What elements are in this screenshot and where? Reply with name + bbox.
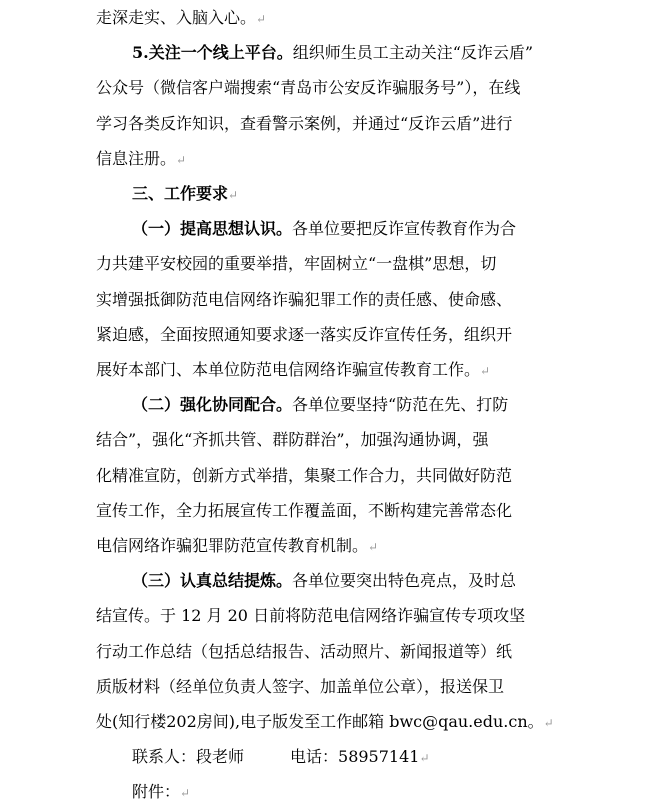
contact-phone: 电话：58957141 — [290, 747, 420, 767]
req3-line4 — [0, 669, 655, 705]
text-line: 电信网络诈骗犯罪防范宣传教育机制。 — [96, 536, 369, 555]
text-line: 组织师生员工主动关注“反诈云盾” — [292, 43, 534, 63]
req1-line1 — [0, 211, 655, 247]
section3-heading — [0, 176, 655, 212]
paragraph-intro-end — [0, 0, 655, 36]
item5-line1 — [0, 35, 655, 71]
item5-line4 — [0, 141, 655, 177]
req2-heading: （二）强化协同配合。 — [132, 395, 293, 415]
req1-line5 — [0, 352, 655, 388]
req3-line3 — [0, 634, 655, 670]
paragraph-mark: ↵ — [176, 152, 187, 167]
text-line: 化精准宣防，创新方式举措，集聚工作合力，共同做好防范 — [96, 465, 513, 485]
req3-line2 — [0, 598, 655, 634]
req2-line4 — [0, 493, 655, 529]
req2-line1 — [0, 387, 655, 423]
item5-line3 — [0, 106, 655, 142]
paragraph-mark: ↵ — [256, 12, 267, 26]
text-line: 宣传工作，全力拓展宣传工作覆盖面，不断构建完善常态化 — [96, 500, 513, 520]
req3-line5 — [0, 704, 655, 740]
req1-line3 — [0, 282, 655, 318]
req2-line5 — [0, 528, 655, 564]
text-line: 公众号（微信客户端搜索“青岛市公安反诈骗服务号”），在线 — [96, 78, 521, 98]
text-line: 走深走实、入脑入心。 — [96, 8, 257, 27]
text-line: 紧迫感，全面按照通知要求逐一落实反诈宣传任务，组织开 — [96, 324, 513, 344]
text-line: 各单位要突出特色亮点，及时总 — [292, 571, 517, 591]
text-line: 信息注册。 — [96, 148, 177, 168]
paragraph-mark: ↵ — [228, 188, 239, 202]
text-line: 实增强抵御防范电信网络诈骗犯罪工作的责任感、使命感、 — [96, 289, 513, 309]
section-title: 三、工作要求 — [132, 184, 229, 203]
text-line: 结宣传。于 12 月 20 日前将防范电信网络诈骗宣传专项攻坚 — [96, 606, 526, 626]
item5-line2 — [0, 70, 655, 106]
attachment-label: 附件： — [132, 782, 181, 802]
text-line: 处(知行楼202房间),电子版发至工作邮箱 bwc@qau.edu.cn。 — [96, 712, 544, 731]
text-line: 展好本部门、本单位防范电信网络诈骗宣传教育工作。 — [96, 360, 481, 379]
text-line: 行动工作总结（包括总结报告、活动照片、新闻报道等）纸 — [96, 641, 513, 661]
item5-heading: 5.关注一个线上平台。 — [132, 43, 293, 63]
req1-line4 — [0, 317, 655, 353]
contact-line — [0, 739, 655, 775]
attachment-line — [0, 774, 655, 810]
req2-line3 — [0, 458, 655, 494]
paragraph-mark: ↵ — [543, 716, 554, 730]
text-line: 学习各类反诈知识，查看警示案例，并通过“反诈云盾”进行 — [96, 113, 513, 133]
req3-heading: （三）认真总结提炼。 — [132, 571, 293, 591]
paragraph-mark: ↵ — [368, 540, 379, 554]
paragraph-mark: ↵ — [180, 786, 191, 801]
text-line: 结合”，强化“齐抓共管、群防群治”，加强沟通协调，强 — [96, 430, 489, 450]
req2-line2 — [0, 422, 655, 458]
contact-person: 联系人：段老师 — [132, 747, 245, 767]
text-line: 各单位要把反诈宣传教育作为合 — [292, 219, 517, 239]
paragraph-mark: ↵ — [480, 364, 491, 378]
text-line: 各单位要坚持“防范在先、打防 — [292, 395, 509, 415]
req3-line1 — [0, 563, 655, 599]
req1-line2 — [0, 246, 655, 282]
text-line: 质版材料（经单位负责人签字、加盖单位公章），报送保卫 — [96, 676, 505, 696]
paragraph-mark: ↵ — [419, 751, 430, 766]
req1-heading: （一）提高思想认识。 — [132, 219, 293, 239]
text-line: 力共建平安校园的重要举措，牢固树立“一盘棋”思想，切 — [96, 254, 497, 274]
